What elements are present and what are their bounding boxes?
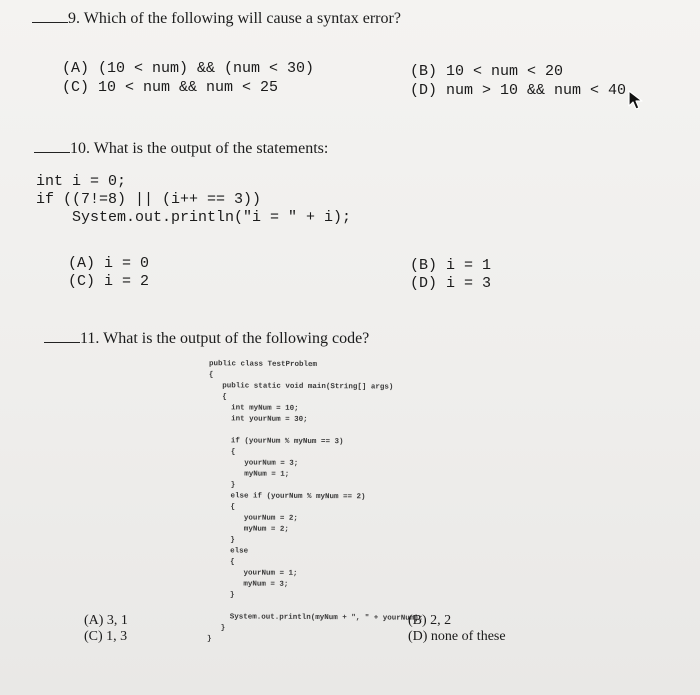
q11-code-block	[207, 359, 425, 647]
q10-code-line: System.out.println("i = " + i);	[36, 209, 352, 226]
q11-code-line: else	[207, 547, 249, 556]
q9-option-a: (A) (10 < num) && (num < 30)	[62, 60, 315, 77]
q9-option-c: (C) 10 < num && num < 25	[62, 79, 279, 96]
q11-code-line: else if (yourNum % myNum == 2)	[208, 492, 366, 502]
q11-code-line: }	[207, 591, 235, 600]
q11-code-line: {	[207, 503, 236, 512]
question-10-text: 10. What is the output of the statements:	[70, 140, 329, 157]
q11-code-line: {	[208, 371, 214, 380]
q11-code-line: {	[208, 448, 236, 457]
q11-code-line: }	[207, 624, 226, 633]
q11-code-line: }	[208, 481, 236, 490]
mouse-pointer-icon	[628, 90, 644, 110]
q9-option-d: (D) num > 10 && num < 40	[410, 82, 627, 99]
q10-option-b: (B) i = 1	[410, 257, 492, 274]
question-11	[44, 330, 369, 348]
question-10	[34, 140, 328, 158]
q11-code-line: }	[207, 536, 235, 545]
q11-option-a: (A) 3, 1	[84, 613, 128, 628]
question-9	[32, 10, 401, 28]
q11-code-line: {	[207, 558, 235, 567]
q10-code-line: int i = 0;	[36, 173, 127, 190]
q11-code-line: if (yourNum % myNum == 3)	[208, 437, 344, 447]
q11-code-line: public static void main(String[] args)	[208, 382, 394, 392]
answer-blank-9	[32, 22, 68, 23]
answer-blank-11	[44, 342, 80, 343]
q10-code-block	[36, 173, 351, 227]
q11-code-line: myNum = 3;	[207, 580, 289, 589]
q11-option-b: (B) 2, 2	[408, 613, 452, 628]
q11-code-line: System.out.println(myNum + ", " + yourNum);	[207, 613, 424, 623]
q11-code-line: }	[207, 635, 212, 644]
q11-code-line: yourNum = 3;	[208, 459, 299, 468]
question-9-text: 9. Which of the following will cause a syntax error?	[68, 10, 401, 27]
q11-option-c: (C) 1, 3	[84, 629, 128, 644]
q10-option-c: (C) i = 2	[68, 273, 150, 290]
answer-blank-10	[34, 152, 70, 153]
q11-code-line: public class TestProblem	[208, 360, 318, 370]
question-11-text: 11. What is the output of the following code?	[80, 330, 370, 347]
q10-option-a: (A) i = 0	[68, 255, 150, 272]
q11-code-line: myNum = 2;	[207, 525, 289, 534]
q11-code-line: yourNum = 1;	[207, 569, 298, 578]
q11-option-d: (D) none of these	[408, 629, 506, 644]
q11-code-line: yourNum = 2;	[207, 514, 298, 523]
q11-code-line: int yourNum = 30;	[208, 415, 308, 424]
q11-code-line: int myNum = 10;	[208, 404, 299, 413]
q10-option-d: (D) i = 3	[410, 275, 492, 292]
q11-code-line: myNum = 1;	[208, 470, 290, 479]
q10-code-line: if ((7!=8) || (i++ == 3))	[36, 191, 262, 208]
q11-code-line: {	[208, 393, 227, 402]
q9-option-b: (B) 10 < num < 20	[410, 63, 564, 80]
